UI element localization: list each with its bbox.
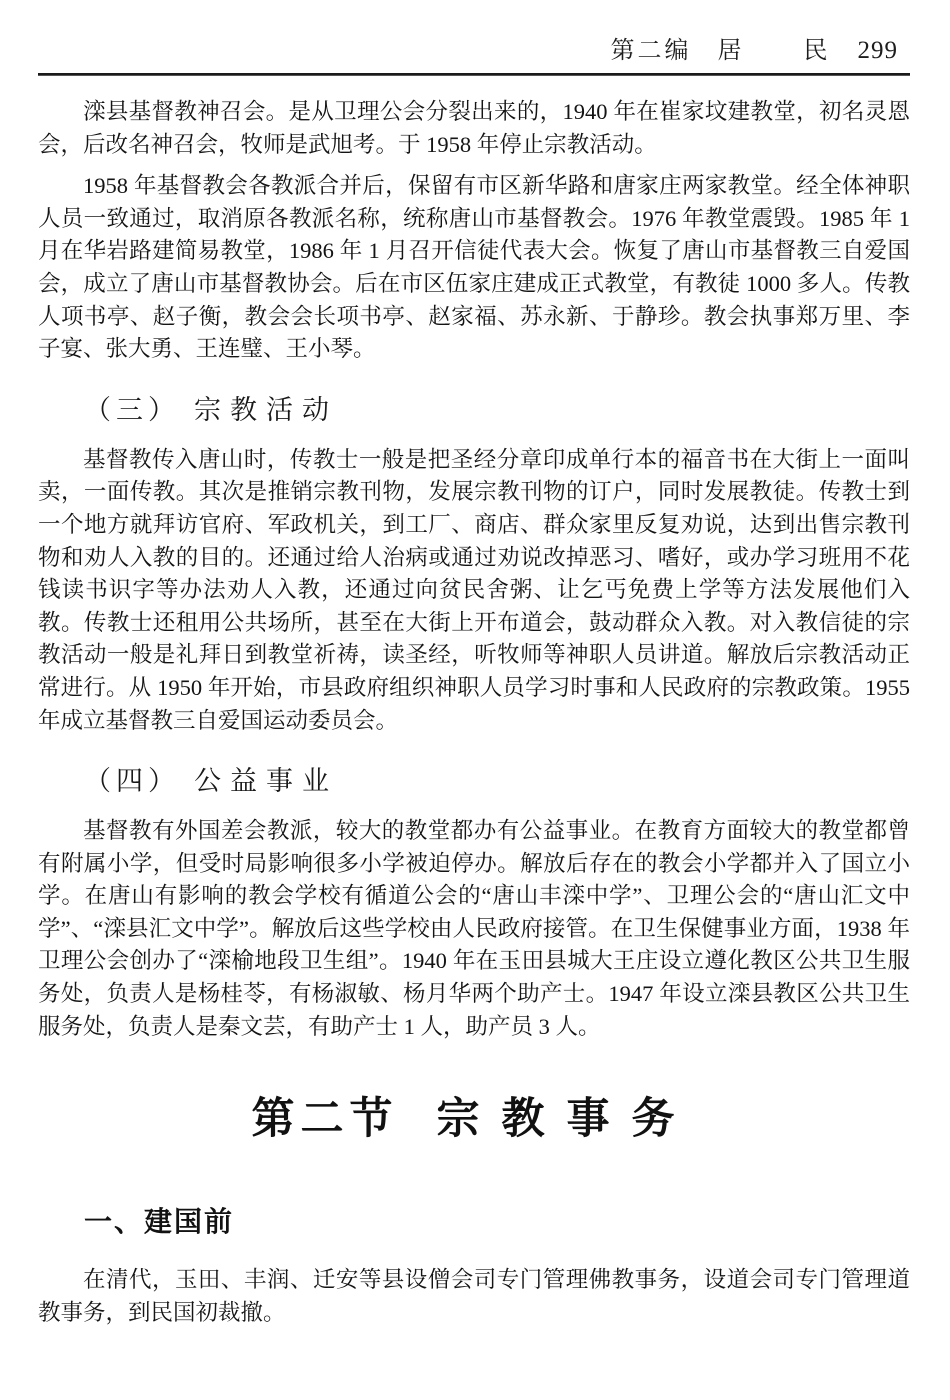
- paragraph-religious-activities: 基督教传入唐山时，传教士一般是把圣经分章印成单行本的福音书在大街上一面叫卖，一面传教。其次是推销宗教刊物，发展宗教刊物的订户，同时发展教徒。传教士到一个地方就拜访官府、军政机关，到工厂、商店、群众家里反复劝说，达到出售宗教刊物和劝人入教的目的。还通过给人治病或通过劝说改掉恶习、嗜好，或办学习班用不花钱读书识字等办法劝人入教，还通过向贫民舍粥、让乞丐免费上学等方法发展他们入教。传教士还租用公共场所，甚至在大街上开布道会，鼓动群众入教。对入教信徒的宗教活动一般是礼拜日到教堂祈祷，读圣经，听牧师等神职人员讲道。解放后宗教活动正常进行。从 1950 年开始，市县政府组织神职人员学习时事和人民政府的宗教政策。1955 年成立基督教三自爱国运动委员会。: [38, 446, 910, 733]
- subsection-number-3: （三）: [84, 394, 180, 425]
- subsection-label-3: 宗教活动: [194, 394, 338, 425]
- subsection-heading-public-welfare: [84, 763, 910, 799]
- paragraph-public-welfare: 基督教有外国差会教派，较大的教堂都办有公益事业。在教育方面较大的教堂都曾有附属小学，但受时局影响很多小学被迫停办。解放后存在的教会小学都并入了国立小学。在唐山有影响的教会学校有循道公会的“唐山丰滦中学”、卫理公会的“唐山汇文中学”、“滦县汇文中学”。解放后这些学校由人民政府接管。在卫生保健事业方面，1938 年卫理公会创办了“滦榆地段卫生组”。1940 年在玉田县城大王庄设立遵化教区公共卫生服务处，负责人是杨桂苓，有杨淑敏、杨月华两个助产士。1947 年设立滦县教区公共卫生服务处，负责人是秦文芸，有助产士 1 人，助产员 3 人。: [38, 818, 910, 1039]
- header-part-label: 第二编: [610, 38, 692, 64]
- paragraph-qing-dynasty: 在清代，玉田、丰润、迁安等县设僧会司专门管理佛教事务，设道会司专门管理道教事务，到民国初裁撤。: [38, 1267, 910, 1325]
- paragraph-merge-1958: 1958 年基督教会各教派合并后，保留有市区新华路和唐家庄两家教堂。经全体神职人员一致通过，取消原各教派名称，统称唐山市基督教会。1976 年教堂震毁。1985 年 1 月在华岩路建简易教堂，1986 年 1 月召开信徒代表大会。恢复了唐山市基督教三自爱国会，成立了唐山市基督教协会。后在市区伍家庄建成正式教堂，有教徒 1000 多人。传教人项书亭、赵子衡，教会会长项书亭、赵家福、苏永新、于静珍。教会执事郑万里、李子宴、张大勇、王连璧、王小琴。: [38, 173, 910, 362]
- header-section-title-a: 居: [717, 38, 742, 64]
- subheading-pre-founding: 一、建国前: [84, 1206, 235, 1238]
- subsection-label-4: 公益事业: [194, 766, 338, 797]
- section-name: 宗教事务: [436, 1095, 697, 1144]
- subsection-heading-religious-activities: [84, 392, 910, 428]
- header-rule: [38, 73, 910, 76]
- section-title-religious-affairs: [38, 1091, 910, 1147]
- page-body: [38, 96, 910, 1329]
- running-header: [38, 30, 910, 62]
- header-section-title-b: 民: [803, 38, 828, 64]
- paragraph-shenzhaohui: 滦县基督教神召会。是从卫理公会分裂出来的，1940 年在崔家坟建教堂，初名灵恩会，后改名神召会，牧师是武旭考。于 1958 年停止宗教活动。: [38, 99, 910, 157]
- subsection-number-4: （四）: [84, 766, 180, 797]
- header-page-number: 299: [857, 37, 898, 64]
- section-number: 第二节: [251, 1095, 399, 1144]
